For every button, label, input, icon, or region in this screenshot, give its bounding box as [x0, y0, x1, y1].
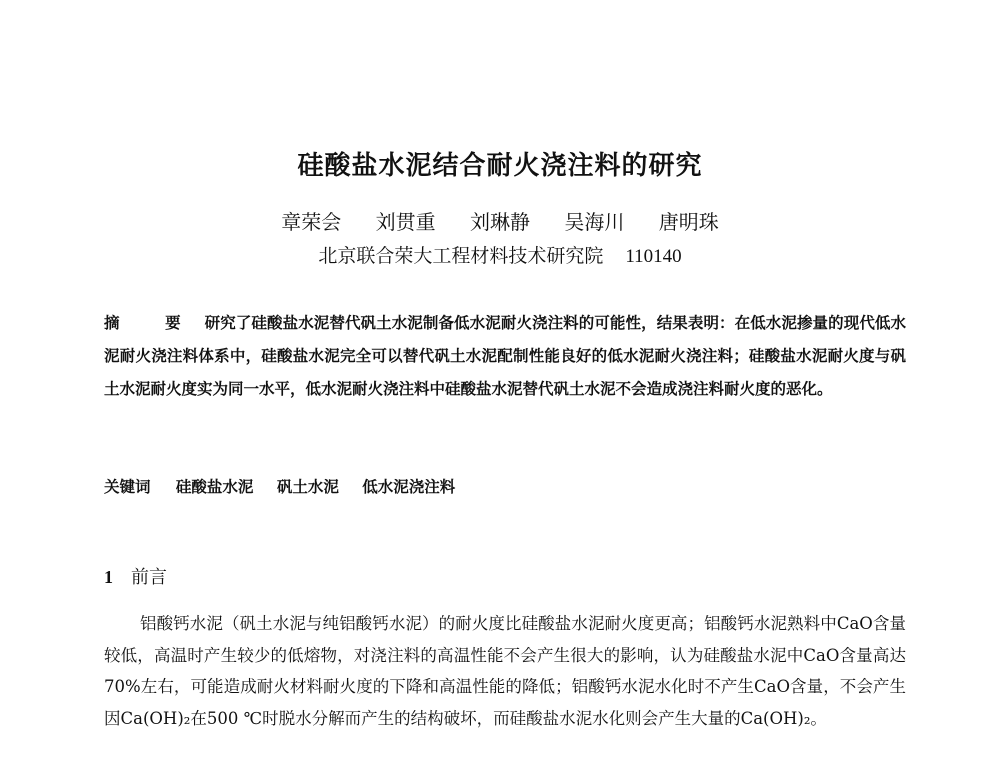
keywords-label: 关键词	[104, 477, 151, 496]
author-list	[0, 206, 1000, 238]
abstract-block	[104, 306, 906, 405]
section-number: 1	[104, 567, 113, 587]
keyword-item: 低水泥浇注料	[362, 477, 456, 496]
abstract-label: 摘 要	[104, 313, 201, 332]
author-name: 刘贯重	[375, 210, 436, 234]
section-title: 前言	[131, 567, 167, 588]
author-name: 吴海川	[564, 210, 625, 234]
section-heading	[104, 562, 167, 593]
paper-title: 硅酸盐水泥结合耐火浇注料的研究	[297, 151, 703, 181]
author-name: 章荣会	[281, 210, 342, 234]
affiliation-postal-code: 110140	[625, 246, 682, 267]
author-name: 刘琳静	[470, 210, 530, 234]
keyword-item: 矾土水泥	[276, 477, 339, 496]
abstract-text: 研究了硅酸盐水泥替代矾土水泥制备低水泥耐火浇注料的可能性，结果表明：在低水泥掺量的现代低水泥耐火浇注料体系中，硅酸盐水泥完全可以替代矾土水泥配制性能良好的低水泥耐火浇注料；硅酸盐水泥耐火度与矾土水泥耐火度实为同一水平，低水泥耐火浇注料中硅酸盐水泥替代矾土水泥不会造成浇注料耐火度的恶化。	[104, 313, 906, 398]
keywords-block	[104, 470, 906, 503]
body-paragraph: 铝酸钙水泥（矾土水泥与纯铝酸钙水泥）的耐火度比硅酸盐水泥耐火度更高；铝酸钙水泥熟料中CaO含量较低，高温时产生较少的低熔物，对浇注料的高温性能不会产生很大的影响，认为硅酸盐水泥中CaO含量高达70%左右，可能造成耐火材料耐火度的下降和高温性能的降低；铝酸钙水泥水化时不产生CaO含量，不会产生因Ca(OH)₂在500 ℃时脱水分解而产生的结构破坏，而硅酸盐水泥水化则会产生大量的Ca(OH)₂。	[104, 614, 906, 728]
author-name: 唐明珠	[658, 210, 719, 234]
keyword-item: 硅酸盐水泥	[175, 477, 254, 496]
affiliation	[0, 240, 1000, 273]
affiliation-institution: 北京联合荣大工程材料技术研究院	[318, 245, 604, 267]
